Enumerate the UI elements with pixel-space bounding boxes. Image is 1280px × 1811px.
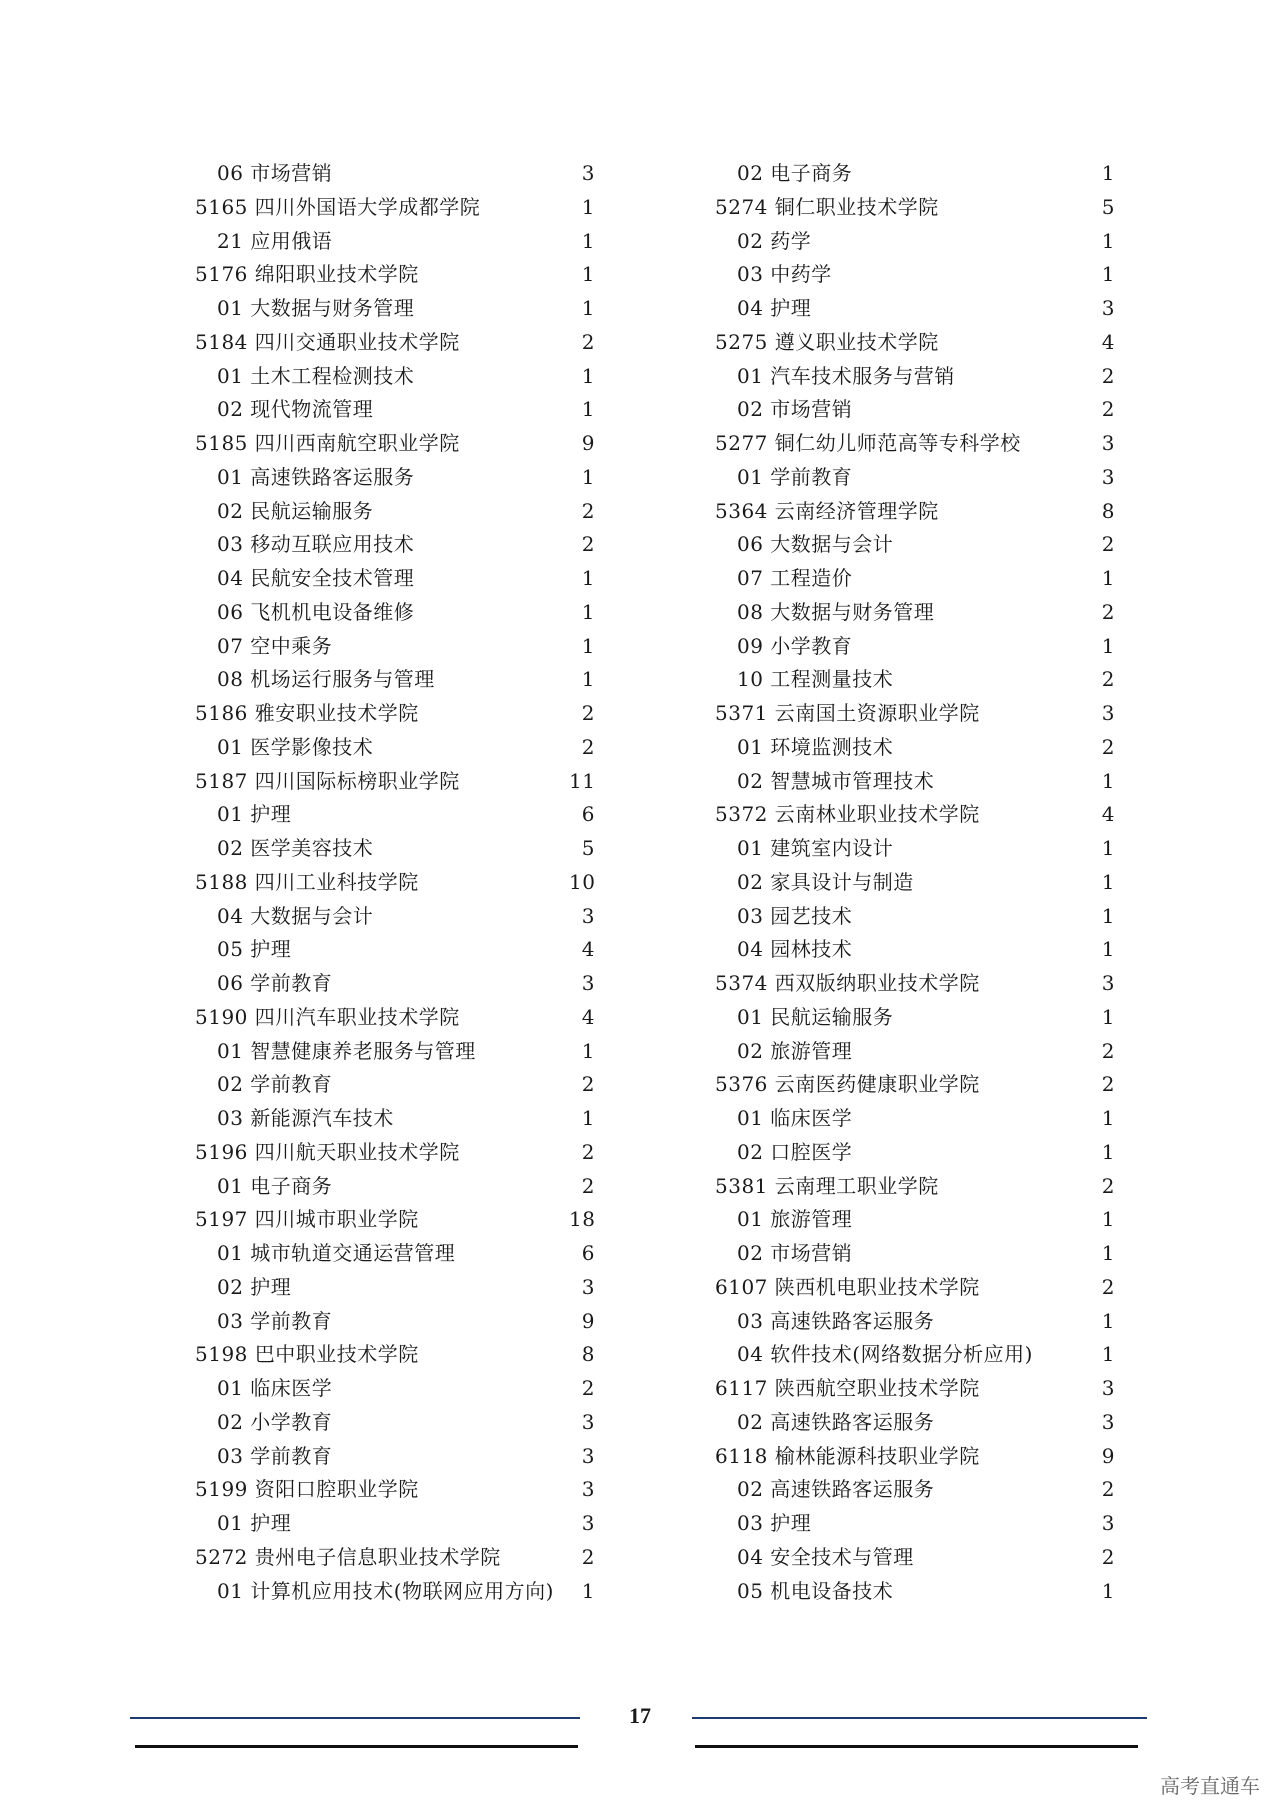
quota-count: 1 <box>1101 903 1115 928</box>
major-row <box>715 1237 1115 1271</box>
major-row <box>715 1035 1115 1069</box>
quota-count: 3 <box>1101 971 1115 995</box>
major-row <box>715 1473 1115 1507</box>
major-row <box>195 933 595 967</box>
quota-count: 1 <box>581 1106 595 1130</box>
major-name: 01 旅游管理 <box>737 1207 853 1232</box>
major-name: 04 民航安全技术管理 <box>217 566 415 590</box>
quota-count: 1 <box>1101 1207 1115 1232</box>
school-row <box>195 1203 595 1237</box>
watermark-text: 高考直通车 <box>1160 1774 1260 1798</box>
major-name: 04 护理 <box>737 296 812 320</box>
quota-count: 3 <box>581 1409 595 1434</box>
school-name: 5272 贵州电子信息职业技术学院 <box>195 1544 501 1569</box>
school-row <box>715 1068 1115 1102</box>
footer-rule-bottom-right <box>695 1745 1138 1748</box>
major-row <box>195 663 595 697</box>
major-row <box>195 832 595 866</box>
major-name: 05 机电设备技术 <box>737 1578 894 1603</box>
quota-count: 2 <box>1101 532 1115 557</box>
quota-count: 2 <box>581 329 595 354</box>
school-name: 6117 陕西航空职业技术学院 <box>715 1376 980 1400</box>
major-row <box>715 1338 1115 1372</box>
major-row <box>195 157 595 191</box>
major-name: 01 建筑室内设计 <box>737 836 894 860</box>
major-row <box>715 157 1115 191</box>
quota-count: 3 <box>581 1477 595 1502</box>
major-name: 08 机场运行服务与管理 <box>217 667 435 692</box>
school-name: 5374 西双版纳职业技术学院 <box>715 971 980 995</box>
major-row <box>715 630 1115 664</box>
quota-count: 2 <box>581 1376 595 1400</box>
major-row <box>195 393 595 427</box>
school-row <box>195 258 595 292</box>
major-name: 01 护理 <box>217 802 292 827</box>
right-column <box>715 157 1115 1608</box>
major-row <box>715 360 1115 394</box>
quota-count: 2 <box>1101 734 1115 759</box>
quota-count: 4 <box>1101 802 1115 827</box>
major-name: 03 园艺技术 <box>737 903 853 928</box>
quota-count: 9 <box>581 431 595 455</box>
school-row <box>195 1473 595 1507</box>
major-name: 01 临床医学 <box>217 1376 333 1400</box>
major-name: 02 电子商务 <box>737 161 853 185</box>
major-name: 06 大数据与会计 <box>737 532 894 557</box>
major-name: 04 软件技术(网络数据分析应用) <box>737 1342 1033 1367</box>
major-name: 02 护理 <box>217 1274 292 1299</box>
major-name: 02 民航运输服务 <box>217 498 374 523</box>
major-name: 02 口腔医学 <box>737 1139 853 1164</box>
major-name: 02 学前教育 <box>217 1072 333 1097</box>
major-row <box>195 1305 595 1339</box>
major-name: 02 家具设计与制造 <box>737 869 914 894</box>
major-name: 02 市场营销 <box>737 397 853 422</box>
school-name: 5198 巴中职业技术学院 <box>195 1342 419 1367</box>
major-name: 02 旅游管理 <box>737 1038 853 1063</box>
footer-rule-bottom-left <box>135 1745 578 1748</box>
major-name: 10 工程测量技术 <box>737 667 894 692</box>
quota-count: 1 <box>581 397 595 422</box>
major-row <box>715 900 1115 934</box>
major-row <box>195 798 595 832</box>
major-row <box>715 292 1115 326</box>
quota-count: 2 <box>1101 1173 1115 1198</box>
quota-count: 3 <box>1101 431 1115 455</box>
quota-count: 18 <box>569 1207 596 1232</box>
quota-count: 2 <box>581 1072 595 1097</box>
major-name: 02 小学教育 <box>217 1409 333 1434</box>
school-row <box>195 765 595 799</box>
major-name: 01 环境监测技术 <box>737 734 894 759</box>
quota-count: 1 <box>1101 1241 1115 1265</box>
school-name: 5176 绵阳职业技术学院 <box>195 262 419 287</box>
major-name: 01 智慧健康养老服务与管理 <box>217 1038 476 1063</box>
major-row <box>195 1102 595 1136</box>
quota-count: 3 <box>1101 1409 1115 1434</box>
quota-count: 1 <box>1101 161 1115 185</box>
school-row <box>715 967 1115 1001</box>
quota-count: 2 <box>1101 1038 1115 1063</box>
major-name: 21 应用俄语 <box>217 228 333 253</box>
quota-count: 2 <box>1101 599 1115 624</box>
school-row <box>715 1271 1115 1305</box>
major-row <box>715 1203 1115 1237</box>
major-row <box>195 360 595 394</box>
major-name: 01 电子商务 <box>217 1173 333 1198</box>
major-row <box>715 1406 1115 1440</box>
quota-count: 8 <box>581 1342 595 1367</box>
major-name: 01 高速铁路客运服务 <box>217 464 415 489</box>
quota-count: 10 <box>569 869 596 894</box>
quota-count: 3 <box>1101 464 1115 489</box>
major-name: 01 汽车技术服务与营销 <box>737 363 955 388</box>
school-row <box>715 1440 1115 1474</box>
quota-count: 1 <box>1101 1139 1115 1164</box>
major-name: 07 工程造价 <box>737 566 853 590</box>
school-name: 5364 云南经济管理学院 <box>715 498 939 523</box>
major-row <box>715 1575 1115 1609</box>
quota-count: 6 <box>581 802 595 827</box>
school-row <box>715 191 1115 225</box>
major-name: 03 移动互联应用技术 <box>217 532 415 557</box>
school-name: 5199 资阳口腔职业学院 <box>195 1477 419 1502</box>
quota-count: 2 <box>581 1173 595 1198</box>
school-name: 5371 云南国土资源职业学院 <box>715 701 980 725</box>
school-row <box>715 1372 1115 1406</box>
major-row <box>715 1305 1115 1339</box>
school-row <box>195 697 595 731</box>
major-row <box>195 967 595 1001</box>
school-row <box>195 326 595 360</box>
quota-count: 1 <box>1101 768 1115 793</box>
school-name: 5372 云南林业职业技术学院 <box>715 802 980 827</box>
quota-count: 2 <box>581 734 595 759</box>
quota-count: 1 <box>1101 566 1115 590</box>
quota-count: 8 <box>1101 498 1115 523</box>
quota-count: 1 <box>1101 1004 1115 1029</box>
major-name: 02 药学 <box>737 228 812 253</box>
quota-count: 2 <box>1101 1274 1115 1299</box>
quota-count: 2 <box>581 532 595 557</box>
major-row <box>195 1170 595 1204</box>
major-name: 02 医学美容技术 <box>217 836 374 860</box>
major-name: 01 民航运输服务 <box>737 1004 894 1029</box>
quota-count: 3 <box>1101 1376 1115 1400</box>
quota-count: 1 <box>581 228 595 253</box>
school-name: 5274 铜仁职业技术学院 <box>715 194 939 219</box>
major-row <box>195 1575 595 1609</box>
major-name: 09 小学教育 <box>737 633 853 658</box>
major-name: 01 护理 <box>217 1511 292 1535</box>
major-row <box>195 562 595 596</box>
major-name: 01 计算机应用技术(物联网应用方向) <box>217 1578 554 1603</box>
quota-count: 2 <box>1101 397 1115 422</box>
quota-count: 3 <box>581 971 595 995</box>
quota-count: 4 <box>581 937 595 962</box>
major-name: 03 护理 <box>737 1511 812 1535</box>
major-name: 03 学前教育 <box>217 1443 333 1468</box>
quota-count: 1 <box>1101 869 1115 894</box>
school-name: 5165 四川外国语大学成都学院 <box>195 194 481 219</box>
school-name: 5381 云南理工职业学院 <box>715 1173 939 1198</box>
school-name: 5185 四川西南航空职业学院 <box>195 431 460 455</box>
page-number: 17 <box>629 1703 651 1728</box>
major-name: 03 高速铁路客运服务 <box>737 1308 935 1333</box>
quota-count: 2 <box>1101 1544 1115 1569</box>
school-name: 5188 四川工业科技学院 <box>195 869 419 894</box>
quota-count: 1 <box>581 464 595 489</box>
major-row <box>195 528 595 562</box>
major-row <box>715 1507 1115 1541</box>
major-name: 03 中药学 <box>737 262 832 287</box>
quota-count: 1 <box>581 667 595 692</box>
major-row <box>195 1237 595 1271</box>
major-row <box>195 225 595 259</box>
school-row <box>715 326 1115 360</box>
quota-count: 1 <box>1101 836 1115 860</box>
school-row <box>195 427 595 461</box>
left-column <box>195 157 595 1608</box>
quota-count: 2 <box>581 1139 595 1164</box>
quota-count: 3 <box>1101 701 1115 725</box>
quota-count: 1 <box>1101 1308 1115 1333</box>
school-name: 5196 四川航天职业技术学院 <box>195 1139 460 1164</box>
major-row <box>195 1068 595 1102</box>
major-name: 08 大数据与财务管理 <box>737 599 935 624</box>
major-row <box>195 630 595 664</box>
school-name: 5184 四川交通职业技术学院 <box>195 329 460 354</box>
quota-count: 1 <box>581 566 595 590</box>
school-name: 5186 雅安职业技术学院 <box>195 701 419 725</box>
major-row <box>195 1035 595 1069</box>
major-name: 02 市场营销 <box>737 1241 853 1265</box>
quota-count: 1 <box>1101 937 1115 962</box>
quota-count: 3 <box>581 903 595 928</box>
major-name: 04 园林技术 <box>737 937 853 962</box>
quota-count: 2 <box>1101 1072 1115 1097</box>
quota-count: 1 <box>1101 1106 1115 1130</box>
major-name: 01 临床医学 <box>737 1106 853 1130</box>
major-name: 02 高速铁路客运服务 <box>737 1477 935 1502</box>
school-row <box>195 1001 595 1035</box>
school-name: 5187 四川国际标榜职业学院 <box>195 768 460 793</box>
quota-count: 1 <box>1101 262 1115 287</box>
quota-count: 9 <box>581 1308 595 1333</box>
quota-count: 4 <box>1101 329 1115 354</box>
quota-count: 1 <box>581 194 595 219</box>
major-row <box>715 528 1115 562</box>
major-row <box>715 933 1115 967</box>
school-row <box>195 1338 595 1372</box>
quota-count: 2 <box>1101 363 1115 388</box>
major-row <box>715 1541 1115 1575</box>
major-row <box>715 832 1115 866</box>
major-row <box>715 461 1115 495</box>
school-name: 6107 陕西机电职业技术学院 <box>715 1274 980 1299</box>
major-name: 03 新能源汽车技术 <box>217 1106 394 1130</box>
quota-count: 1 <box>581 296 595 320</box>
major-row <box>715 866 1115 900</box>
major-row <box>715 1102 1115 1136</box>
major-name: 01 城市轨道交通运营管理 <box>217 1241 456 1265</box>
quota-count: 2 <box>581 701 595 725</box>
major-row <box>715 1001 1115 1035</box>
school-row <box>195 1136 595 1170</box>
major-row <box>715 393 1115 427</box>
quota-count: 6 <box>581 1241 595 1265</box>
major-name: 07 空中乘务 <box>217 633 333 658</box>
major-row <box>195 1372 595 1406</box>
quota-count: 2 <box>1101 1477 1115 1502</box>
quota-count: 3 <box>1101 296 1115 320</box>
school-row <box>195 191 595 225</box>
major-name: 02 智慧城市管理技术 <box>737 768 935 793</box>
quota-count: 3 <box>1101 1511 1115 1535</box>
school-name: 6118 榆林能源科技职业学院 <box>715 1443 980 1468</box>
school-row <box>715 495 1115 529</box>
quota-count: 1 <box>581 599 595 624</box>
major-row <box>195 461 595 495</box>
quota-count: 4 <box>581 1004 595 1029</box>
major-name: 02 高速铁路客运服务 <box>737 1409 935 1434</box>
major-row <box>195 1271 595 1305</box>
major-name: 01 医学影像技术 <box>217 734 374 759</box>
quota-count: 2 <box>1101 667 1115 692</box>
major-row <box>715 258 1115 292</box>
major-row <box>715 765 1115 799</box>
school-row <box>715 697 1115 731</box>
school-name: 5275 遵义职业技术学院 <box>715 329 939 354</box>
major-row <box>195 731 595 765</box>
major-row <box>715 663 1115 697</box>
major-name: 04 安全技术与管理 <box>737 1544 914 1569</box>
school-row <box>195 866 595 900</box>
major-name: 06 飞机机电设备维修 <box>217 599 415 624</box>
major-row <box>195 1507 595 1541</box>
quota-count: 3 <box>581 1511 595 1535</box>
quota-count: 2 <box>581 498 595 523</box>
major-row <box>715 562 1115 596</box>
major-row <box>195 1440 595 1474</box>
major-row <box>195 596 595 630</box>
quota-count: 3 <box>581 161 595 185</box>
quota-count: 1 <box>581 633 595 658</box>
quota-count: 3 <box>581 1443 595 1468</box>
footer-rule-top-left <box>130 1717 580 1719</box>
major-name: 03 学前教育 <box>217 1308 333 1333</box>
quota-count: 1 <box>581 262 595 287</box>
school-row <box>195 1541 595 1575</box>
major-row <box>715 1136 1115 1170</box>
quota-count: 9 <box>1101 1443 1115 1468</box>
major-row <box>195 292 595 326</box>
school-row <box>715 427 1115 461</box>
quota-count: 1 <box>1101 1578 1115 1603</box>
major-name: 01 土木工程检测技术 <box>217 363 415 388</box>
major-name: 04 大数据与会计 <box>217 903 374 928</box>
school-name: 5376 云南医药健康职业学院 <box>715 1072 980 1097</box>
major-row <box>715 596 1115 630</box>
school-name: 5190 四川汽车职业技术学院 <box>195 1004 460 1029</box>
quota-count: 1 <box>1101 228 1115 253</box>
major-name: 01 学前教育 <box>737 464 853 489</box>
major-name: 06 市场营销 <box>217 161 333 185</box>
major-row <box>715 731 1115 765</box>
major-name: 05 护理 <box>217 937 292 962</box>
major-row <box>195 1406 595 1440</box>
quota-count: 2 <box>581 1544 595 1569</box>
school-name: 5197 四川城市职业学院 <box>195 1207 419 1232</box>
quota-count: 1 <box>1101 633 1115 658</box>
major-row <box>195 495 595 529</box>
quota-count: 1 <box>581 363 595 388</box>
major-name: 01 大数据与财务管理 <box>217 296 415 320</box>
quota-count: 3 <box>581 1274 595 1299</box>
major-name: 06 学前教育 <box>217 971 333 995</box>
footer-rule-top-right <box>692 1717 1147 1719</box>
major-name: 02 现代物流管理 <box>217 397 374 422</box>
quota-count: 1 <box>1101 1342 1115 1367</box>
school-name: 5277 铜仁幼儿师范高等专科学校 <box>715 431 1021 455</box>
major-row <box>195 900 595 934</box>
quota-count: 1 <box>581 1038 595 1063</box>
quota-count: 1 <box>581 1578 595 1603</box>
quota-count: 5 <box>581 836 595 860</box>
major-row <box>715 225 1115 259</box>
quota-count: 11 <box>569 768 596 793</box>
quota-count: 5 <box>1101 194 1115 219</box>
school-row <box>715 798 1115 832</box>
school-row <box>715 1170 1115 1204</box>
